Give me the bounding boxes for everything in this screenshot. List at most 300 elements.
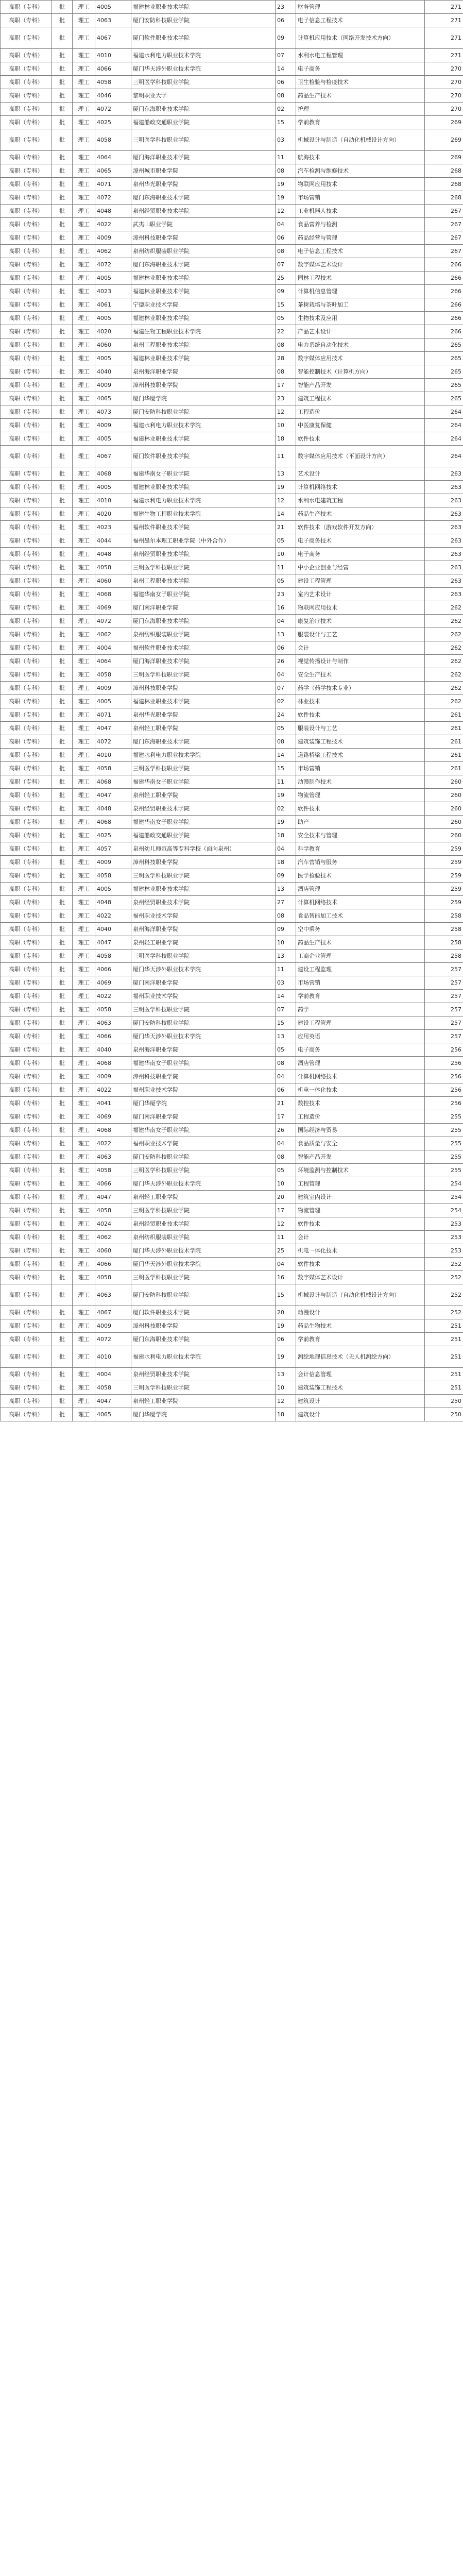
table-cell: 批	[52, 205, 73, 218]
table-row	[1, 1408, 463, 1421]
table-cell: 20	[276, 1191, 296, 1204]
table-cell: 高职（专科）	[1, 762, 52, 775]
table-cell: 262	[425, 668, 463, 682]
table-cell: 理工	[73, 856, 95, 869]
table-cell: 理工	[73, 588, 95, 601]
table-cell: 4022	[95, 909, 131, 923]
table-cell: 机电一体化技术	[296, 1244, 425, 1258]
table-cell: 学前教育	[296, 990, 425, 1003]
table-cell: 高职（专科）	[1, 963, 52, 976]
table-cell: 批	[52, 1016, 73, 1030]
table-cell: 4066	[95, 963, 131, 976]
table-cell: 福建林业职业技术学院	[131, 352, 276, 365]
table-cell: 4072	[95, 615, 131, 628]
table-cell: 253	[425, 1244, 463, 1258]
table-cell: 高职（专科）	[1, 1030, 52, 1043]
table-cell: 理工	[73, 1191, 95, 1204]
table-cell: 265	[425, 392, 463, 405]
table-cell: 理工	[73, 116, 95, 129]
table-row	[1, 27, 463, 49]
table-cell: 4058	[95, 76, 131, 89]
table-cell: 药品生产技术	[296, 936, 425, 950]
table-cell: 4020	[95, 325, 131, 338]
table-row	[1, 1284, 463, 1306]
table-cell: 4020	[95, 507, 131, 521]
table-cell: 高职（专科）	[1, 668, 52, 682]
table-cell: 4064	[95, 151, 131, 164]
table-cell: 理工	[73, 1217, 95, 1231]
table-cell: 269	[425, 151, 463, 164]
table-cell: 理工	[73, 521, 95, 534]
table-cell: 10	[276, 936, 296, 950]
table-cell: 福建林业职业技术学院	[131, 883, 276, 896]
table-cell: 泉州经贸职业技术学院	[131, 1217, 276, 1231]
table-cell: 高职（专科）	[1, 245, 52, 258]
table-cell: 理工	[73, 695, 95, 708]
table-cell: 18	[276, 829, 296, 842]
table-cell: 批	[52, 1177, 73, 1191]
table-cell: 4058	[95, 668, 131, 682]
table-cell: 理工	[73, 816, 95, 829]
table-cell: 高职（专科）	[1, 1177, 52, 1191]
table-cell: 高职（专科）	[1, 392, 52, 405]
table-cell: 高职（专科）	[1, 574, 52, 588]
table-cell: 266	[425, 312, 463, 325]
table-cell: 高职（专科）	[1, 129, 52, 151]
table-cell: 4063	[95, 1016, 131, 1030]
table-cell: 厦门安防科技职业学院	[131, 405, 276, 419]
table-row	[1, 816, 463, 829]
table-cell: 福建林业职业技术学院	[131, 285, 276, 298]
table-cell: 4068	[95, 588, 131, 601]
table-row	[1, 601, 463, 615]
table-cell: 260	[425, 775, 463, 789]
table-cell: 4061	[95, 298, 131, 312]
table-cell: 护理	[296, 103, 425, 116]
table-cell: 高职（专科）	[1, 615, 52, 628]
table-cell: 08	[276, 735, 296, 749]
table-cell: 4022	[95, 1137, 131, 1150]
table-cell: 高职（专科）	[1, 1150, 52, 1164]
table-cell: 批	[52, 1057, 73, 1070]
table-row	[1, 1368, 463, 1381]
table-cell: 4073	[95, 405, 131, 419]
table-row	[1, 856, 463, 869]
table-cell: 理工	[73, 218, 95, 231]
table-cell: 04	[276, 1070, 296, 1083]
table-cell: 高职（专科）	[1, 1070, 52, 1083]
table-cell: 4058	[95, 1204, 131, 1217]
table-cell: 茶树栽培与茶叶加工	[296, 298, 425, 312]
table-cell: 258	[425, 909, 463, 923]
table-cell: 04	[276, 218, 296, 231]
table-cell: 259	[425, 896, 463, 909]
table-cell: 255	[425, 1124, 463, 1137]
table-cell: 4010	[95, 749, 131, 762]
table-cell: 理工	[73, 494, 95, 507]
table-cell: 高职（专科）	[1, 76, 52, 89]
table-cell: 10	[276, 1177, 296, 1191]
table-cell: 批	[52, 1150, 73, 1164]
table-cell: 理工	[73, 1083, 95, 1097]
table-cell: 批	[52, 1271, 73, 1284]
table-cell: 市场营销	[296, 191, 425, 205]
table-row	[1, 896, 463, 909]
table-cell: 4048	[95, 896, 131, 909]
table-row	[1, 842, 463, 856]
table-cell: 4068	[95, 775, 131, 789]
table-cell: 高职（专科）	[1, 561, 52, 574]
table-row	[1, 379, 463, 392]
table-cell: 漳州城市职业学院	[131, 164, 276, 178]
table-row	[1, 521, 463, 534]
table-cell: 263	[425, 494, 463, 507]
table-cell: 高职（专科）	[1, 588, 52, 601]
table-cell: 259	[425, 883, 463, 896]
table-cell: 批	[52, 312, 73, 325]
table-cell: 06	[276, 1333, 296, 1346]
table-cell: 电子商务	[296, 1043, 425, 1057]
table-cell: 4009	[95, 419, 131, 432]
table-row	[1, 258, 463, 272]
table-cell: 批	[52, 178, 73, 191]
table-cell: 泉州轻工职业学院	[131, 1191, 276, 1204]
table-cell: 电子信息工程技术	[296, 14, 425, 27]
table-cell: 建设工程监理	[296, 963, 425, 976]
table-cell: 06	[276, 1083, 296, 1097]
table-cell: 批	[52, 1043, 73, 1057]
table-cell: 255	[425, 1110, 463, 1124]
table-cell: 269	[425, 116, 463, 129]
table-cell: 22	[276, 325, 296, 338]
table-cell: 厦门东海职业技术学院	[131, 735, 276, 749]
table-row	[1, 325, 463, 338]
table-cell: 263	[425, 574, 463, 588]
table-cell: 高职（专科）	[1, 164, 52, 178]
table-row	[1, 298, 463, 312]
table-row	[1, 1016, 463, 1030]
table-cell: 室内艺术设计	[296, 588, 425, 601]
table-cell: 理工	[73, 151, 95, 164]
table-row	[1, 446, 463, 467]
table-cell: 理工	[73, 628, 95, 641]
table-cell: 高职（专科）	[1, 990, 52, 1003]
table-cell: 263	[425, 521, 463, 534]
table-cell: 理工	[73, 668, 95, 682]
table-cell: 工程造价	[296, 1110, 425, 1124]
table-cell: 批	[52, 1231, 73, 1244]
table-cell: 批	[52, 588, 73, 601]
table-cell: 264	[425, 446, 463, 467]
table-cell: 4047	[95, 1395, 131, 1408]
table-cell: 4062	[95, 245, 131, 258]
table-cell: 4072	[95, 191, 131, 205]
table-cell: 4067	[95, 1306, 131, 1319]
table-cell: 4071	[95, 178, 131, 191]
table-cell: 漳州科技职业学院	[131, 856, 276, 869]
table-row	[1, 1258, 463, 1271]
table-cell: 泉州华光职业学院	[131, 178, 276, 191]
table-cell: 理工	[73, 231, 95, 245]
table-cell: 理工	[73, 1319, 95, 1333]
table-cell: 厦门东海职业技术学院	[131, 615, 276, 628]
table-cell: 高职（专科）	[1, 405, 52, 419]
table-cell: 批	[52, 1070, 73, 1083]
table-row	[1, 923, 463, 936]
table-cell: 高职（专科）	[1, 1097, 52, 1110]
table-cell: 14	[276, 62, 296, 76]
table-cell: 4010	[95, 49, 131, 62]
table-cell: 批	[52, 191, 73, 205]
table-cell: 09	[276, 923, 296, 936]
table-cell: 福建生物工程职业技术学院	[131, 507, 276, 521]
table-row	[1, 1150, 463, 1164]
table-cell: 267	[425, 245, 463, 258]
table-cell: 理工	[73, 1284, 95, 1306]
table-cell: 理工	[73, 1346, 95, 1368]
table-cell: 高职（专科）	[1, 641, 52, 655]
table-cell: 计算机网络技术	[296, 481, 425, 494]
table-cell: 高职（专科）	[1, 49, 52, 62]
table-cell: 理工	[73, 534, 95, 548]
table-cell: 4005	[95, 695, 131, 708]
table-cell: 理工	[73, 842, 95, 856]
table-row	[1, 191, 463, 205]
table-cell: 漳州科技职业学院	[131, 1319, 276, 1333]
table-cell: 高职（专科）	[1, 1124, 52, 1137]
table-cell: 批	[52, 976, 73, 990]
table-cell: 高职（专科）	[1, 285, 52, 298]
table-cell: 批	[52, 164, 73, 178]
table-cell: 高职（专科）	[1, 1408, 52, 1421]
table-cell: 15	[276, 116, 296, 129]
table-cell: 07	[276, 49, 296, 62]
table-cell: 4022	[95, 218, 131, 231]
table-cell: 高职（专科）	[1, 1204, 52, 1217]
table-cell: 厦门华天涉外职业技术学院	[131, 1030, 276, 1043]
table-cell: 高职（专科）	[1, 909, 52, 923]
table-cell: 4072	[95, 735, 131, 749]
table-cell: 批	[52, 1003, 73, 1016]
table-cell: 262	[425, 641, 463, 655]
table-cell: 高职（专科）	[1, 258, 52, 272]
table-cell: 泉州轻工职业学院	[131, 1395, 276, 1408]
table-cell: 高职（专科）	[1, 151, 52, 164]
table-cell: 高职（专科）	[1, 178, 52, 191]
table-cell: 泉州海洋职业学院	[131, 1043, 276, 1057]
table-cell: 服装设计与工艺	[296, 722, 425, 735]
table-cell: 武夷山职业学院	[131, 218, 276, 231]
table-cell: 19	[276, 1346, 296, 1368]
table-cell: 19	[276, 178, 296, 191]
table-cell: 理工	[73, 205, 95, 218]
table-cell: 高职（专科）	[1, 62, 52, 76]
table-cell: 理工	[73, 191, 95, 205]
table-cell: 23	[276, 588, 296, 601]
table-cell: 255	[425, 1137, 463, 1150]
table-cell: 4058	[95, 762, 131, 775]
table-row	[1, 481, 463, 494]
table-cell: 福建水利电力职业技术学院	[131, 749, 276, 762]
table-cell: 257	[425, 1030, 463, 1043]
table-cell: 医学检验技术	[296, 869, 425, 883]
table-cell: 05	[276, 534, 296, 548]
table-cell: 06	[276, 641, 296, 655]
table-cell: 批	[52, 481, 73, 494]
table-cell: 批	[52, 116, 73, 129]
table-cell: 理工	[73, 419, 95, 432]
table-cell: 4071	[95, 708, 131, 722]
table-cell: 三明医学科技职业学院	[131, 1204, 276, 1217]
table-cell: 高职（专科）	[1, 27, 52, 49]
table-row	[1, 1231, 463, 1244]
table-cell: 高职（专科）	[1, 14, 52, 27]
table-cell: 19	[276, 1319, 296, 1333]
table-cell: 理工	[73, 1258, 95, 1271]
table-cell: 酒店管理	[296, 1057, 425, 1070]
table-cell: 15	[276, 298, 296, 312]
table-cell: 理工	[73, 164, 95, 178]
table-cell: 02	[276, 695, 296, 708]
table-cell: 高职（专科）	[1, 695, 52, 708]
table-cell: 268	[425, 191, 463, 205]
table-cell: 4058	[95, 950, 131, 963]
table-row	[1, 1030, 463, 1043]
table-cell: 工商企业管理	[296, 950, 425, 963]
table-cell: 251	[425, 1319, 463, 1333]
table-cell: 药品经营与管理	[296, 231, 425, 245]
table-cell: 理工	[73, 936, 95, 950]
table-cell: 4048	[95, 802, 131, 816]
table-cell: 批	[52, 1244, 73, 1258]
table-cell: 257	[425, 976, 463, 990]
table-cell: 4066	[95, 1177, 131, 1191]
table-cell: 批	[52, 601, 73, 615]
table-row	[1, 1346, 463, 1368]
table-cell: 08	[276, 1150, 296, 1164]
table-cell: 福州软件职业技术学院	[131, 641, 276, 655]
table-cell: 4068	[95, 1057, 131, 1070]
table-cell: 理工	[73, 950, 95, 963]
table-cell: 福建水利电力职业技术学院	[131, 494, 276, 507]
table-cell: 08	[276, 909, 296, 923]
table-cell: 福建林业职业技术学院	[131, 695, 276, 708]
table-cell: 福建林业职业技术学院	[131, 432, 276, 446]
table-cell: 三明医学科技职业学院	[131, 1003, 276, 1016]
table-cell: 林业技术	[296, 695, 425, 708]
table-cell: 理工	[73, 379, 95, 392]
table-cell: 23	[276, 1, 296, 14]
table-cell: 理工	[73, 27, 95, 49]
table-cell: 理工	[73, 641, 95, 655]
table-cell: 271	[425, 27, 463, 49]
table-row	[1, 588, 463, 601]
table-cell: 批	[52, 151, 73, 164]
table-cell: 251	[425, 1333, 463, 1346]
table-cell: 市场营销	[296, 976, 425, 990]
table-cell: 265	[425, 365, 463, 379]
table-cell: 应用英语	[296, 1030, 425, 1043]
table-row	[1, 1381, 463, 1395]
table-cell: 智能产品开发	[296, 379, 425, 392]
table-cell: 4060	[95, 574, 131, 588]
table-cell: 4044	[95, 534, 131, 548]
table-cell: 高职（专科）	[1, 548, 52, 561]
table-cell: 04	[276, 1137, 296, 1150]
table-cell: 高职（专科）	[1, 89, 52, 103]
table-cell: 理工	[73, 432, 95, 446]
table-cell: 23	[276, 392, 296, 405]
table-cell: 数字媒体应用技术	[296, 352, 425, 365]
table-cell: 263	[425, 467, 463, 481]
table-cell: 254	[425, 1204, 463, 1217]
table-cell: 270	[425, 89, 463, 103]
table-cell: 06	[276, 231, 296, 245]
table-cell: 物联网应用技术	[296, 178, 425, 191]
table-cell: 建设工程管理	[296, 574, 425, 588]
table-cell: 批	[52, 1346, 73, 1368]
table-cell: 264	[425, 405, 463, 419]
table-cell: 4064	[95, 655, 131, 668]
table-cell: 福建林业职业技术学院	[131, 481, 276, 494]
table-cell: 4063	[95, 1284, 131, 1306]
table-cell: 高职（专科）	[1, 802, 52, 816]
table-cell: 4065	[95, 164, 131, 178]
table-cell: 251	[425, 1368, 463, 1381]
table-cell: 中医康复保健	[296, 419, 425, 432]
table-cell: 264	[425, 419, 463, 432]
table-row	[1, 1204, 463, 1217]
table-cell: 理工	[73, 14, 95, 27]
table-cell: 04	[276, 615, 296, 628]
table-cell: 4058	[95, 869, 131, 883]
table-cell: 药品生产技术	[296, 89, 425, 103]
table-row	[1, 1177, 463, 1191]
table-cell: 批	[52, 762, 73, 775]
table-cell: 理工	[73, 1177, 95, 1191]
table-cell: 批	[52, 668, 73, 682]
table-cell: 厦门南洋职业学院	[131, 976, 276, 990]
table-cell: 262	[425, 615, 463, 628]
table-cell: 厦门华天涉外职业技术学院	[131, 1258, 276, 1271]
table-cell: 批	[52, 352, 73, 365]
table-cell: 13	[276, 1030, 296, 1043]
table-cell: 4005	[95, 312, 131, 325]
table-cell: 厦门海洋职业技术学院	[131, 151, 276, 164]
table-row	[1, 990, 463, 1003]
table-cell: 计算机网络技术	[296, 1070, 425, 1083]
table-cell: 智能控制技术（计算机方向）	[296, 365, 425, 379]
table-cell: 4066	[95, 1030, 131, 1043]
table-row	[1, 963, 463, 976]
table-cell: 09	[276, 285, 296, 298]
table-cell: 260	[425, 816, 463, 829]
table-cell: 批	[52, 990, 73, 1003]
table-cell: 泉州经贸职业技术学院	[131, 205, 276, 218]
table-cell: 高职（专科）	[1, 103, 52, 116]
table-row	[1, 762, 463, 775]
table-cell: 4069	[95, 601, 131, 615]
table-cell: 高职（专科）	[1, 1381, 52, 1395]
table-cell: 批	[52, 1191, 73, 1204]
table-cell: 03	[276, 129, 296, 151]
table-cell: 建设工程管理	[296, 1016, 425, 1030]
table-row	[1, 936, 463, 950]
table-cell: 理工	[73, 446, 95, 467]
table-row	[1, 695, 463, 708]
table-cell: 268	[425, 164, 463, 178]
table-row	[1, 352, 463, 365]
